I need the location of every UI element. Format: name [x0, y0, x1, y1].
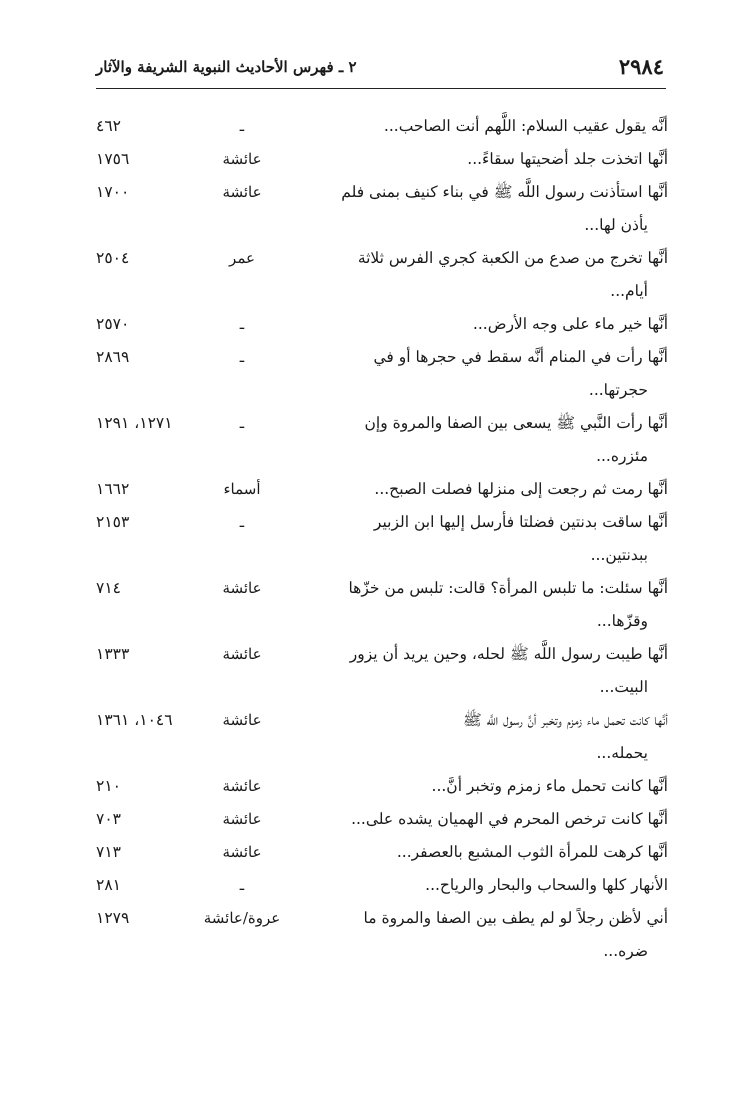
- reference-number: ١٧٠٠: [96, 183, 130, 201]
- hadith-text: [334, 836, 668, 869]
- hadith-continuation-line: يحمله...: [596, 744, 648, 762]
- hadith-line: أنَّها كرهت للمرأة الثوب المشبع بالعصفر...: [396, 843, 668, 861]
- narrator-name: عائشة: [222, 183, 262, 201]
- index-entry: [96, 638, 668, 704]
- reference-number: ١٣٣٣: [96, 645, 130, 663]
- hadith-continuation-line: حجرتها...: [588, 381, 648, 399]
- hadith-line: أنَّها طيبت رسول اللَّه ﷺ لحله، وحين يريد أن يزور: [349, 645, 668, 663]
- reference-number: ١٢٧١، ١٢٩١: [96, 414, 173, 432]
- narrator-name: عائشة: [222, 843, 262, 861]
- reference-number: ٢٥٧٠: [96, 315, 130, 333]
- hadith-line: أنَّها سئلت: ما تلبس المرأة؟ قالت: تلبس من خزّها: [348, 579, 668, 597]
- index-entry: [96, 506, 668, 572]
- narrator-name: عمر: [229, 249, 255, 267]
- hadith-continuation-line: وقزّها...: [596, 612, 648, 630]
- hadith-line: أنَّه يقول عقيب السلام: اللَّهم أنت الصاحب...: [383, 117, 668, 135]
- narrator-name: ـ: [239, 414, 245, 432]
- hadith-text: [334, 704, 668, 770]
- reference-number: ٢٨١: [96, 876, 121, 894]
- hadith-text: [334, 407, 668, 473]
- hadith-text: [334, 308, 668, 341]
- index-entry: [96, 176, 668, 242]
- hadith-text: [334, 242, 668, 308]
- narrator-name: عائشة: [222, 645, 262, 663]
- hadith-continuation-line: يأذن لها...: [584, 216, 648, 234]
- index-entry: [96, 407, 668, 473]
- hadith-text: [334, 638, 668, 704]
- hadith-text: [334, 143, 668, 176]
- reference-number: ١٠٤٦، ١٣٦١: [96, 711, 173, 729]
- page-number: ٢٩٨٤: [618, 54, 664, 79]
- reference-number: ٧٠٣: [96, 810, 121, 828]
- narrator-name: ـ: [239, 315, 245, 333]
- index-entry: [96, 803, 668, 836]
- reference-number: ٧١٣: [96, 843, 121, 861]
- index-entry: [96, 473, 668, 506]
- index-entry: [96, 902, 668, 968]
- hadith-text: [334, 506, 668, 572]
- hadith-line: أنَّها خير ماء على وجه الأرض...: [472, 315, 668, 333]
- hadith-line: أنَّها رأت النَّبي ﷺ يسعى بين الصفا والمروة وإن: [364, 414, 668, 432]
- reference-number: ٢٨٦٩: [96, 348, 130, 366]
- index-entry: [96, 308, 668, 341]
- reference-number: ١٢٧٩: [96, 909, 130, 927]
- hadith-line: أنَّها كانت ترخص المحرم في الهميان يشده على...: [351, 810, 668, 828]
- index-entry: [96, 836, 668, 869]
- hadith-index-list: [96, 110, 668, 968]
- reference-number: ٢١٠: [96, 777, 121, 795]
- reference-number: ٤٦٢: [96, 117, 121, 135]
- hadith-line: أني لأظن رجلاً لو لم يطف بين الصفا والمروة ما: [363, 909, 668, 927]
- index-entry: [96, 704, 668, 770]
- narrator-name: عائشة: [222, 150, 262, 168]
- narrator-name: عائشة: [222, 579, 262, 597]
- running-title: ٢ ـ فهرس الأحاديث النبوية الشريفة والآثار: [96, 58, 357, 76]
- hadith-text: [334, 341, 668, 407]
- reference-number: ١٧٥٦: [96, 150, 130, 168]
- index-entry: [96, 341, 668, 407]
- hadith-line: أنَّها كانت تحمل ماء زمزم وتخبر أنَّ...: [431, 777, 668, 795]
- hadith-continuation-line: ببدنتين...: [590, 546, 648, 564]
- narrator-name: عروة/عائشة: [203, 909, 281, 927]
- narrator-name: عائشة: [222, 711, 262, 729]
- narrator-name: ـ: [239, 876, 245, 894]
- hadith-line: أنَّها كانت تحمل ماء زمزم وتخبر أنَّ رسول اللَّه ﷺ: [462, 711, 668, 729]
- reference-number: ٢٥٠٤: [96, 249, 130, 267]
- hadith-line: أنَّها رمت ثم رجعت إلى منزلها فصلت الصبح...: [374, 480, 668, 498]
- narrator-name: عائشة: [222, 810, 262, 828]
- index-entry: [96, 572, 668, 638]
- index-entry: [96, 770, 668, 803]
- hadith-line: أنَّها اتخذت جلد أضحيتها سقاءً...: [467, 150, 668, 168]
- narrator-name: ـ: [239, 348, 245, 366]
- hadith-line: أنَّها رأت في المنام أنَّه سقط في حجرها أو في: [373, 348, 668, 366]
- hadith-line: أنَّها تخرج من صدع من الكعبة كجري الفرس ثلاثة: [357, 249, 668, 267]
- index-entry: [96, 869, 668, 902]
- hadith-line: أنَّها ساقت بدنتين فضلتا فأرسل إليها ابن الزبير: [373, 513, 668, 531]
- hadith-text: [334, 770, 668, 803]
- hadith-text: [334, 869, 668, 902]
- narrator-name: عائشة: [222, 777, 262, 795]
- page-header: [96, 52, 666, 89]
- narrator-name: ـ: [239, 117, 245, 135]
- reference-number: ١٦٦٢: [96, 480, 130, 498]
- reference-number: ٢١٥٣: [96, 513, 130, 531]
- narrator-name: ـ: [239, 513, 245, 531]
- hadith-continuation-line: ضره...: [603, 942, 648, 960]
- hadith-line: الأنهار كلها والسحاب والبحار والرياح...: [425, 876, 668, 894]
- hadith-text: [334, 572, 668, 638]
- hadith-continuation-line: البيت...: [599, 678, 648, 696]
- hadith-text: [334, 110, 668, 143]
- hadith-text: [334, 803, 668, 836]
- index-entry: [96, 110, 668, 143]
- narrator-name: أسماء: [223, 480, 261, 498]
- hadith-continuation-line: مئزره...: [596, 447, 648, 465]
- hadith-text: [334, 902, 668, 968]
- index-entry: [96, 242, 668, 308]
- hadith-line: أنَّها استأذنت رسول اللَّه ﷺ في بناء كنيف بمنى فلم: [341, 183, 668, 201]
- hadith-continuation-line: أيام...: [610, 282, 648, 300]
- hadith-text: [334, 473, 668, 506]
- index-entry: [96, 143, 668, 176]
- reference-number: ٧١٤: [96, 579, 121, 597]
- hadith-text: [334, 176, 668, 242]
